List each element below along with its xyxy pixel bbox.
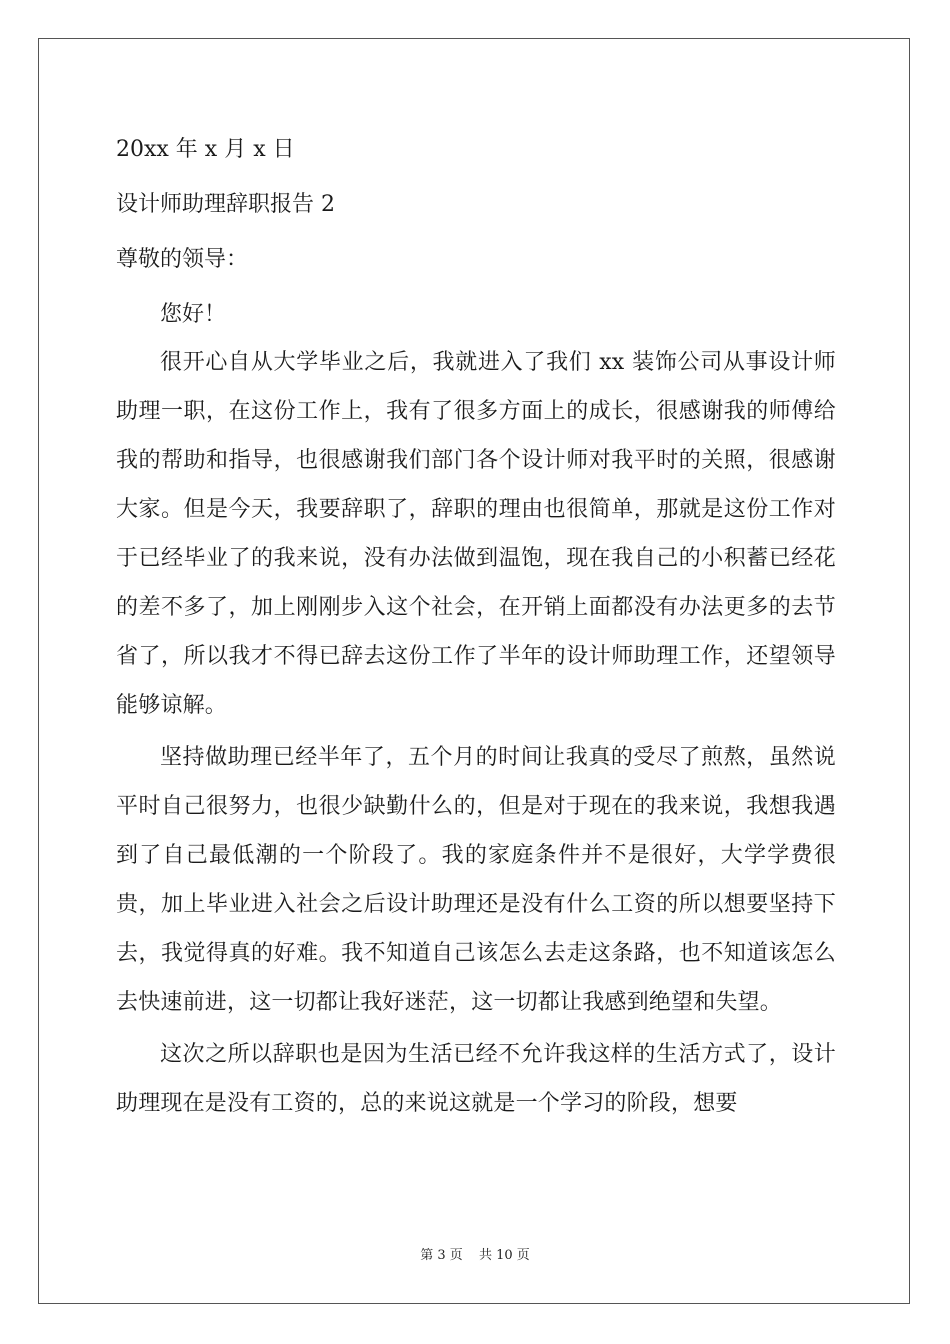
document-body — [116, 130, 836, 1135]
page-footer — [0, 1244, 950, 1263]
page-number: 第 3 页 — [420, 1248, 463, 1263]
salutation: 尊敬的领导： — [116, 247, 249, 272]
document-title: 设计师助理辞职报告 2 — [116, 192, 335, 217]
paragraph-2: 坚持做助理已经半年了，五个月的时间让我真的受尽了煎熬，虽然说平时自己很努力，也很少缺勤什么的，但是对于现在的我来说，我想我遇到了自己最低潮的一个阶段了。我的家庭条件并不是很好，大学学费很贵，加上毕业进入社会之后设计助理还是没有什么工资的所以想要坚持下去，我觉得真的好难。我不知道自己该怎么去走这条路，也不知道该怎么去快速前进，这一切都让我好迷茫，这一切都让我感到绝望和失望。 — [116, 745, 836, 1015]
date-line: 20xx 年 x 月 x 日 — [116, 137, 295, 162]
page-total: 共 10 页 — [478, 1248, 530, 1263]
greeting: 您好！ — [160, 302, 227, 327]
paragraph-3: 这次之所以辞职也是因为生活已经不允许我这样的生活方式了，设计助理现在是没有工资的，总的来说这就是一个学习的阶段，想要 — [116, 1042, 836, 1116]
paragraph-1: 很开心自从大学毕业之后，我就进入了我们 xx 装饰公司从事设计师助理一职，在这份工作上，我有了很多方面上的成长，很感谢我的师傅给我的帮助和指导，也很感谢我们部门各个设计师对我平时的关照，很感谢大家。但是今天，我要辞职了，辞职的理由也很简单，那就是这份工作对于已经毕业了的我来说，没有办法做到温饱，现在我自己的小积蓄已经花的差不多了，加上刚刚步入这个社会，在开销上面都没有办法更多的去节省了，所以我才不得已辞去这份工作了半年的设计师助理工作，还望领导能够谅解。 — [116, 350, 836, 718]
